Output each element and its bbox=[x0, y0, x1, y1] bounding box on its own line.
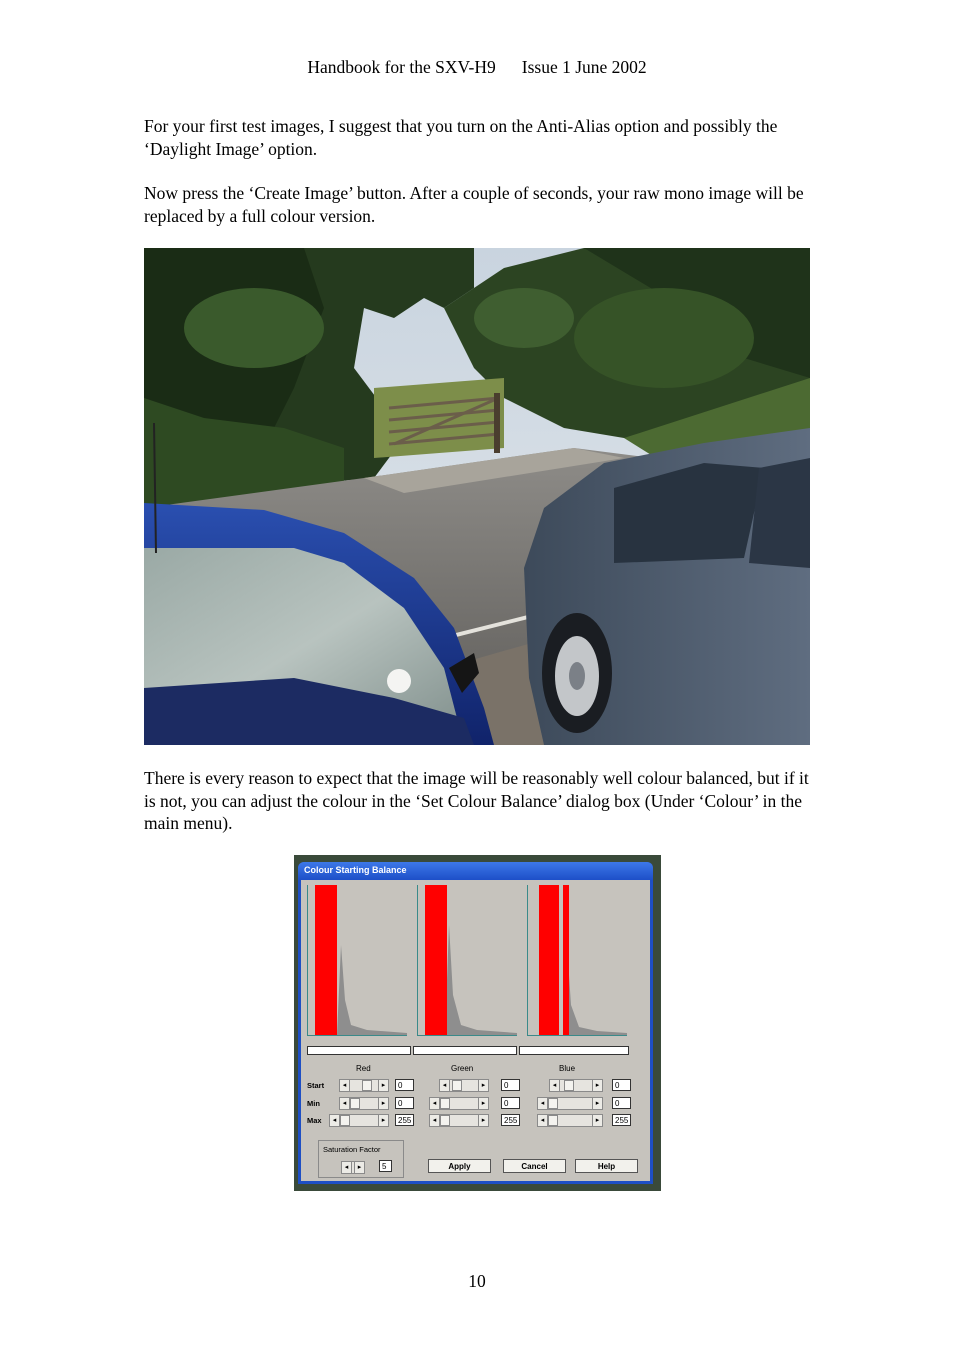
left-arrow-icon[interactable]: ◂ bbox=[340, 1098, 350, 1109]
right-arrow-icon[interactable]: ▸ bbox=[592, 1115, 602, 1126]
colour-balance-dialog-screenshot bbox=[294, 855, 661, 1191]
right-arrow-icon[interactable]: ▸ bbox=[478, 1115, 488, 1126]
green-min-field[interactable]: 0 bbox=[501, 1097, 520, 1109]
label-blue: Blue bbox=[559, 1064, 576, 1073]
paragraph-anti-alias: For your first test images, I suggest that you turn on the Anti-Alias option and possibly the ‘Daylight Image’ option. bbox=[144, 116, 778, 159]
red-start-field[interactable]: 0 bbox=[395, 1079, 414, 1091]
saturation-field[interactable]: 5 bbox=[379, 1160, 392, 1172]
histogram-green bbox=[417, 885, 517, 1039]
right-arrow-icon[interactable]: ▸ bbox=[378, 1080, 388, 1091]
left-arrow-icon[interactable]: ◂ bbox=[330, 1115, 340, 1126]
left-arrow-icon[interactable]: ◂ bbox=[430, 1115, 440, 1126]
range-bar-blue[interactable] bbox=[519, 1046, 629, 1055]
histogram-red bbox=[307, 885, 407, 1039]
row-label-max: Max bbox=[307, 1116, 322, 1125]
blue-max-field[interactable]: 255 bbox=[612, 1114, 631, 1126]
colour-photo bbox=[144, 248, 810, 745]
right-arrow-icon[interactable]: ▸ bbox=[478, 1098, 488, 1109]
left-arrow-icon[interactable]: ◂ bbox=[550, 1080, 560, 1091]
row-label-start: Start bbox=[307, 1081, 325, 1090]
left-arrow-icon[interactable]: ◂ bbox=[440, 1080, 450, 1091]
dialog-window bbox=[298, 862, 653, 1184]
row-label-min: Min bbox=[307, 1099, 320, 1108]
apply-button[interactable]: Apply bbox=[428, 1159, 491, 1173]
green-start-slider[interactable] bbox=[439, 1079, 489, 1092]
left-arrow-icon[interactable]: ◂ bbox=[340, 1080, 350, 1091]
green-min-slider[interactable] bbox=[429, 1097, 489, 1110]
left-arrow-icon[interactable]: ◂ bbox=[538, 1098, 548, 1109]
blue-start-slider[interactable] bbox=[549, 1079, 603, 1092]
dialog-client-area bbox=[301, 880, 650, 1181]
paragraph-create-image: Now press the ‘Create Image’ button. After a couple of seconds, your raw mono image will be replaced by a full colour version. bbox=[144, 183, 804, 226]
red-min-field[interactable]: 0 bbox=[395, 1097, 414, 1109]
right-arrow-icon[interactable]: ▸ bbox=[592, 1098, 602, 1109]
cancel-button[interactable]: Cancel bbox=[503, 1159, 566, 1173]
red-min-slider[interactable] bbox=[339, 1097, 389, 1110]
green-start-field[interactable]: 0 bbox=[501, 1079, 520, 1091]
help-button[interactable]: Help bbox=[575, 1159, 638, 1173]
range-bar-green[interactable] bbox=[413, 1046, 517, 1055]
green-max-field[interactable]: 255 bbox=[501, 1114, 520, 1126]
page-number: 10 bbox=[468, 1271, 486, 1291]
left-arrow-icon[interactable]: ◂ bbox=[342, 1162, 352, 1173]
right-arrow-icon[interactable]: ▸ bbox=[478, 1080, 488, 1091]
blue-min-field[interactable]: 0 bbox=[612, 1097, 631, 1109]
blue-max-slider[interactable] bbox=[537, 1114, 603, 1127]
left-arrow-icon[interactable]: ◂ bbox=[538, 1115, 548, 1126]
histogram-blue bbox=[527, 885, 627, 1039]
dialog-titlebar bbox=[298, 862, 653, 880]
right-arrow-icon[interactable]: ▸ bbox=[592, 1080, 602, 1091]
left-arrow-icon[interactable]: ◂ bbox=[430, 1098, 440, 1109]
right-arrow-icon[interactable]: ▸ bbox=[354, 1162, 364, 1173]
header-title: Handbook for the SXV-H9 bbox=[307, 57, 496, 77]
red-start-slider[interactable] bbox=[339, 1079, 389, 1092]
page-header bbox=[0, 57, 954, 78]
saturation-label: Saturation Factor bbox=[323, 1145, 381, 1154]
blue-min-slider[interactable] bbox=[537, 1097, 603, 1110]
label-red: Red bbox=[356, 1064, 371, 1073]
paragraph-colour-balance: There is every reason to expect that the image will be reasonably well colour balanced, but if it is not, you can adjust the colour in the ‘Set Colour Balance’ dialog box (Under ‘Colour’ in the main menu). bbox=[144, 768, 809, 833]
dialog-title: Colour Starting Balance bbox=[304, 865, 407, 875]
red-max-slider[interactable] bbox=[329, 1114, 389, 1127]
blue-start-field[interactable]: 0 bbox=[612, 1079, 631, 1091]
right-arrow-icon[interactable]: ▸ bbox=[378, 1098, 388, 1109]
green-max-slider[interactable] bbox=[429, 1114, 489, 1127]
label-green: Green bbox=[451, 1064, 474, 1073]
red-max-field[interactable]: 255 bbox=[395, 1114, 414, 1126]
right-arrow-icon[interactable]: ▸ bbox=[378, 1115, 388, 1126]
header-issue: Issue 1 June 2002 bbox=[521, 57, 647, 77]
saturation-spinner[interactable] bbox=[341, 1161, 365, 1174]
range-bar-red[interactable] bbox=[307, 1046, 411, 1055]
